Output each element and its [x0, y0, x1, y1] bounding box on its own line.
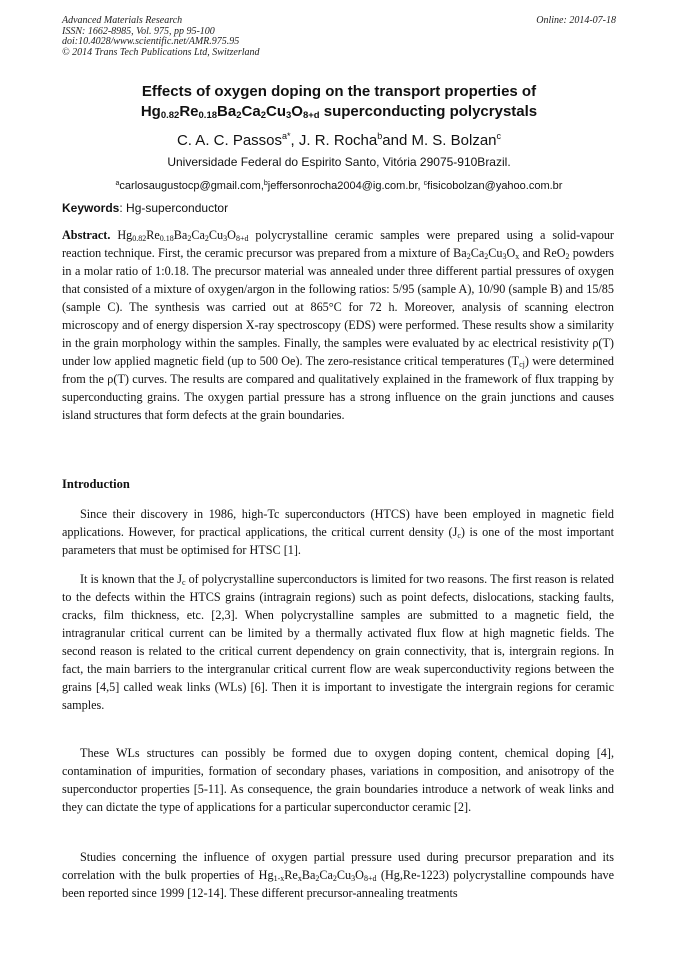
- email-link[interactable]: carlosaugustocp@gmail.com,: [119, 180, 264, 192]
- author-emails: $^a$carlosaugustocp@gmail.com,$^b$jeffersonrocha2004@ig.com.br, $^c$fisicobolzan@yahoo.com.br: [115, 180, 563, 192]
- title-line-2: $Hg_{0.82}Re_{0.18}Ba_2Ca_2Cu_3O_{8+d}$ superconducting polycrystals: [140, 103, 538, 121]
- email-link[interactable]: jeffersonrocha2004@ig.com.br,: [267, 180, 424, 192]
- author-name: J. R. Rocha: [298, 132, 378, 149]
- affiliation: Universidade Federal do Espirito Santo, Vitória 29075-910Brazil.: [167, 155, 511, 169]
- author-name: M. S. Bolzan: [411, 132, 497, 149]
- section-heading: Introduction: [62, 477, 130, 491]
- keywords: [62, 200, 228, 216]
- body-paragraph: These WLs structures can possibly be formed due to oxygen doping content, chemical doping [4], contamination of impurities, formation of secondary phases, variations in composition, and anisotropy of the superconductor properties [5-11]. As consequence, the grain boundaries introduce a network of weak links and they can dictate the type of applications for a particular superconductor ceramic [2].: [62, 746, 614, 814]
- author-list: C. A. C. Passos$^{a*}$, J. R. Rocha$^b$and M. S. Bolzan$^c$: [176, 131, 502, 149]
- copyright-line: © 2014 Trans Tech Publications Ltd, Switzerland: [62, 46, 260, 58]
- journal-name: Advanced Materials Research: [62, 15, 183, 26]
- author-name: C. A. C. Passos: [176, 132, 283, 149]
- journal-header: [62, 16, 382, 58]
- body-paragraph: It is known that the $J_c$ of polycrystalline superconductors is limited for two reasons. The first reason is related to the defects within the HTCS grains (intragrain regions) such as point defects, dislocations, stacking faults, cracks, film thickness, etc. [2,3]. When polycrystalline samples are submitted to a magnetic field, the intragranular critical current can be limited by a thermally activated flux flow at high magnetic fields. The second reason is related to the critical current dependency on grain connectivity, that is, intergrain regions. In fact, the main barriers to the intergranular critical current flow are weak superconductivity regions between the grains [4,5] called weak links (WLs) [6]. Then it is important to investigate the intergrain regions for ceramic samples.: [62, 572, 614, 712]
- doi-line: doi:10.4028/www.scientific.net/AMR.975.95: [62, 36, 240, 48]
- email-link[interactable]: fisicobolzan@yahoo.com.br: [427, 180, 563, 192]
- keywords-label: Keywords: [62, 201, 120, 215]
- body-paragraph: Studies concerning the influence of oxygen partial pressure used during precursor preparation and its correlation with the bulk properties of $Hg_{1-x}Re_xBa_2Ca_2Cu_3O_{8+d}$ (Hg,Re-1223) polycrystalline compounds have been reported since 1999 [12-14]. These different precursor-annealing treatments: [62, 850, 614, 900]
- abstract-paragraph: Abstract. $Hg_{0.82}Re_{0.18}Ba_2Ca_2Cu_3O_{8+d}$ polycrystalline ceramic samples were prepared using a solid-vapour reaction technique. First, the ceramic precursor was prepared from a mixture of $Ba_2Ca_2Cu_3O_x$ and ReO$_2$ powders in a molar ratio of 1:0.18. The precursor material was annealed under three different partial pressures of oxygen that consisted of a mixture of oxygen/argon in the following ratios: 5/95 (sample A), 10/90 (sample B) and 15/85 (sample C). The synthesis was carried out at 865°C for 72 h. Moreover, analysis of scanning electron microscopy and of energy dispersion X-ray spectroscopy (EDS) were performed. These results show a similarity in the grain morphology within the samples. Finally, the samples were evaluated by ac electrical resistivity ρ(T) under low applied magnetic field (up to 500 Oe). The zero-resistance critical temperatures $(T_{cj})$ were determined from the ρ(T) curves. The results are compared and qualitatively explained in the framework of flux trapping by superconducting grains. The oxygen partial pressure has a strong influence on the grain junctions and causes island structures that form defects at the grain boundaries.: [62, 228, 614, 422]
- online-date: Online: 2014-07-18: [536, 15, 616, 26]
- abstract-label: Abstract.: [62, 228, 111, 242]
- issn-line: ISSN: 1662-8985, Vol. 975, pp 95-100: [62, 25, 215, 37]
- paper-title: [62, 82, 616, 122]
- title-line-1: Effects of oxygen doping on the transport properties of: [141, 83, 537, 100]
- body-paragraph: Since their discovery in 1986, high-Tc superconductors (HTCS) have been employed in magnetic field applications. However, for practical applications, the critical current density $(J_c)$ is one of the most important parameters that must be optimised for HTSC [1].: [62, 507, 614, 557]
- keywords-value: : Hg-superconductor: [119, 201, 229, 215]
